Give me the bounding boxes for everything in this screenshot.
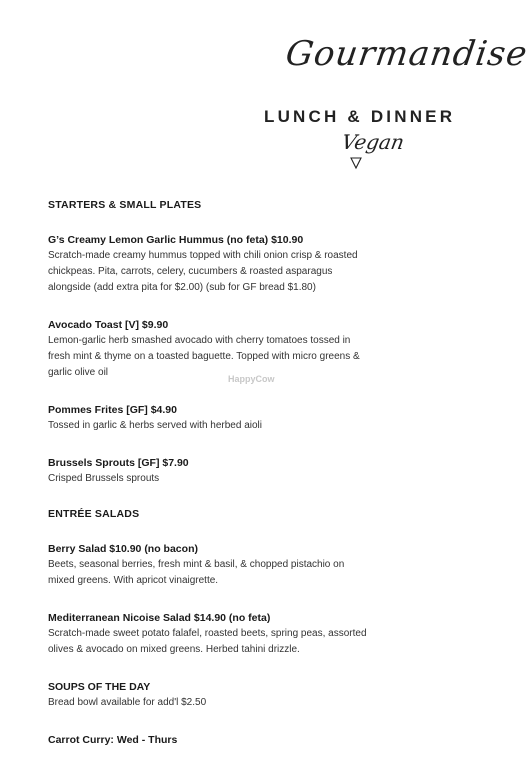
item-name: G’s Creamy Lemon Garlic Hummus (no feta) $10.90 <box>48 234 304 246</box>
section-title: ENTRÉE SALADS <box>48 508 140 520</box>
item-name: Carrot Curry: Wed - Thurs <box>48 734 178 746</box>
menu-item <box>48 402 368 434</box>
menu-item <box>48 317 368 381</box>
item-description: Bread bowl available for add'l $2.50 <box>48 697 207 708</box>
brand-logo: Gourmandise <box>283 34 530 74</box>
happycow-watermark: HappyCow <box>228 374 275 384</box>
menu-type-heading: LUNCH & DINNER <box>264 107 456 126</box>
item-description: Lemon-garlic herb smashed avocado with cherry tomatoes tossed in fresh mint & thyme on a toasted baguette. Topped with micro greens & garlic olive oil <box>48 335 360 378</box>
item-description: Tossed in garlic & herbs served with herbed aioli <box>48 420 262 431</box>
item-name: Pommes Frites [GF] $4.90 <box>48 404 177 416</box>
item-description: Beets, seasonal berries, fresh mint & basil, & chopped pistachio on mixed greens. With apricot vinaigrette. <box>48 559 345 586</box>
item-name: Avocado Toast [V] $9.90 <box>48 319 169 331</box>
item-name: Brussels Sprouts [GF] $7.90 <box>48 457 189 469</box>
menu-item <box>48 455 368 487</box>
menu-item <box>48 232 368 296</box>
item-description: Scratch-made creamy hummus topped with chili onion crisp & roasted chickpeas. Pita, carrots, celery, cucumbers & roasted asparagus alongside (add extra pita for $2.00) (sub for GF bread $1.80) <box>48 250 358 293</box>
section-starters <box>48 199 368 487</box>
item-name: Berry Salad $10.90 (no bacon) <box>48 543 198 555</box>
menu-item <box>48 541 368 589</box>
item-name: Mediterranean Nicoise Salad $14.90 (no feta) <box>48 612 271 624</box>
menu-content <box>48 199 368 748</box>
section-title: SOUPS OF THE DAY <box>48 681 151 693</box>
section-entree-salads <box>48 508 368 658</box>
section-soups <box>48 679 368 748</box>
item-description: Crisped Brussels sprouts <box>48 473 160 484</box>
item-description: Scratch-made sweet potato falafel, roasted beets, spring peas, assorted olives & avocado on mixed greens. Herbed tahini drizzle. <box>48 628 367 655</box>
menu-subtitle: Vegan <box>339 130 407 154</box>
section-title: STARTERS & SMALL PLATES <box>48 199 202 211</box>
flourish-icon <box>349 156 363 170</box>
menu-item <box>48 610 368 658</box>
